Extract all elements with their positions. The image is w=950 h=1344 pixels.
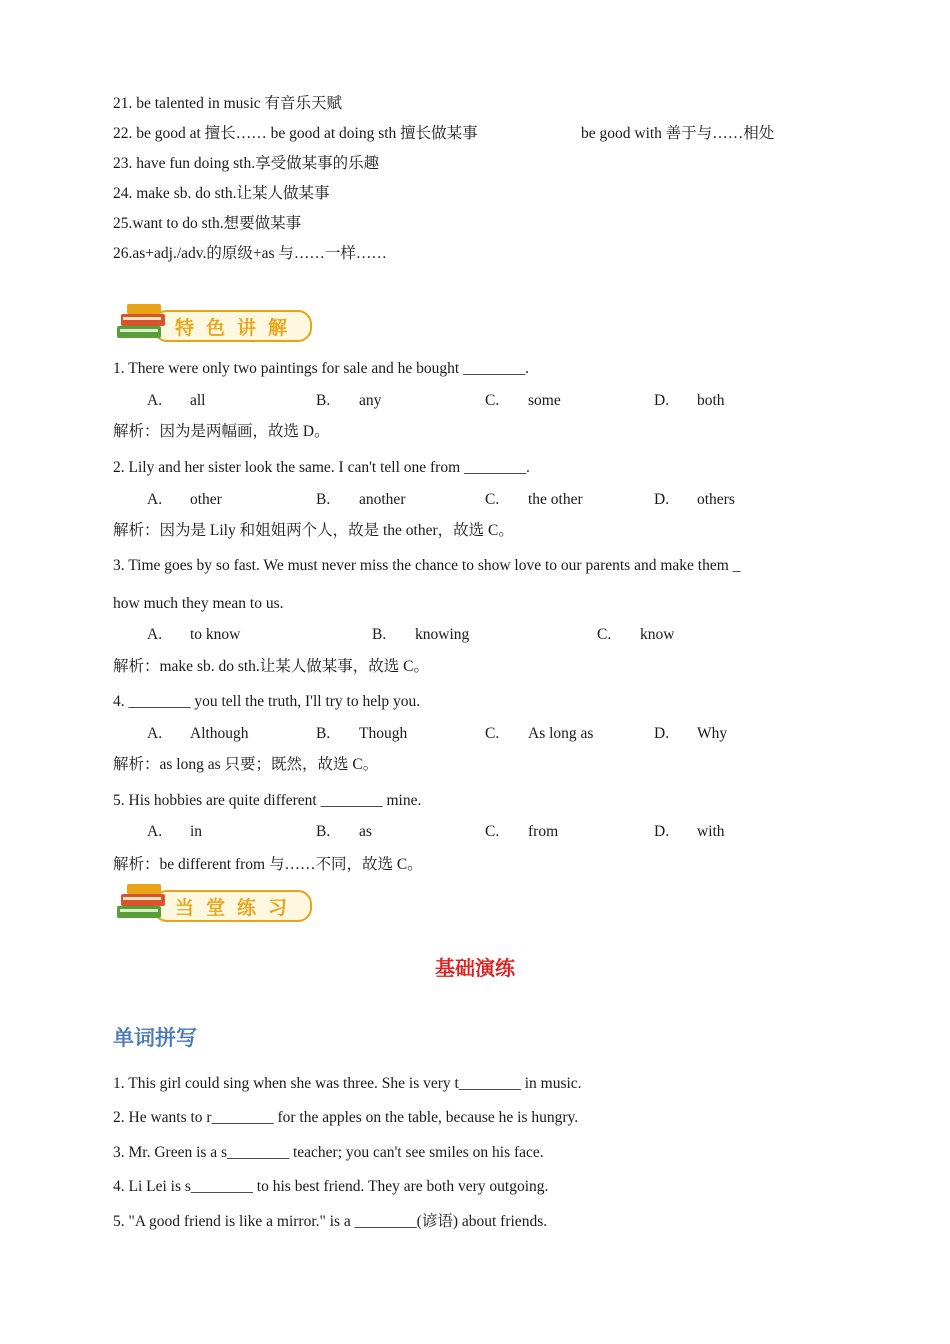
section-heading-basic-practice: 基础演练 <box>435 956 515 980</box>
q3-option-a: to know <box>190 626 241 643</box>
q3-option-b: knowing <box>415 626 470 643</box>
q5-analysis: 解析：be different from 与……不同，故选 C。 <box>113 856 423 873</box>
q4-option-c: As long as <box>528 725 594 742</box>
q5-stem: 5. His hobbies are quite different ________ mine. <box>113 792 422 809</box>
q2-option-c-letter: C. <box>485 491 500 508</box>
banner-title: 当堂练习 <box>175 897 300 919</box>
q2-option-a: other <box>190 491 222 508</box>
q4-option-a-letter: A. <box>147 725 163 742</box>
q2-analysis: 解析：因为是 Lily 和姐姐两个人，故是 the other，故选 C。 <box>113 522 514 539</box>
q3-option-b-letter: B. <box>372 626 387 643</box>
q1-option-d-letter: D. <box>654 392 670 409</box>
q1-option-c-letter: C. <box>485 392 500 409</box>
q5-option-c: from <box>528 823 559 840</box>
q5-option-b: as <box>359 823 372 840</box>
q5-option-d-letter: D. <box>654 823 670 840</box>
phrase-23: 23. have fun doing sth.享受做某事的乐趣 <box>113 155 380 172</box>
q5-option-c-letter: C. <box>485 823 500 840</box>
q4-analysis: 解析：as long as 只要；既然，故选 C。 <box>113 756 379 773</box>
q4-option-b-letter: B. <box>316 725 331 742</box>
q3-option-c: know <box>640 626 675 643</box>
q2-option-d: others <box>697 491 735 508</box>
phrase-22-extra: be good with 善于与……相处 <box>581 125 775 142</box>
banner-class-practice <box>113 880 313 926</box>
spelling-item-2: 2. He wants to r________ for the apples on the table, because he is hungry. <box>113 1109 579 1126</box>
spelling-item-3: 3. Mr. Green is a s________ teacher; you can't see smiles on his face. <box>113 1144 544 1161</box>
q4-option-d-letter: D. <box>654 725 670 742</box>
q4-option-b: Though <box>359 725 408 742</box>
q1-analysis: 解析：因为是两幅画，故选 D。 <box>113 423 330 440</box>
books-icon <box>113 300 173 346</box>
books-icon <box>113 880 173 926</box>
q1-stem: 1. There were only two paintings for sale and he bought ________. <box>113 360 529 377</box>
q1-option-a: all <box>190 392 206 409</box>
q2-option-b: another <box>359 491 406 508</box>
q2-stem: 2. Lily and her sister look the same. I can't tell one from ________. <box>113 459 530 476</box>
q4-option-c-letter: C. <box>485 725 500 742</box>
q5-option-a-letter: A. <box>147 823 163 840</box>
banner-feature-explanation <box>113 300 313 346</box>
spelling-item-4: 4. Li Lei is s________ to his best friend. They are both very outgoing. <box>113 1178 549 1195</box>
q4-option-a: Although <box>190 725 249 742</box>
banner-title: 特色讲解 <box>175 317 300 339</box>
q2-option-b-letter: B. <box>316 491 331 508</box>
phrase-21: 21. be talented in music 有音乐天赋 <box>113 95 343 112</box>
q5-option-b-letter: B. <box>316 823 331 840</box>
q1-option-b-letter: B. <box>316 392 331 409</box>
q2-option-d-letter: D. <box>654 491 670 508</box>
q3-stem: 3. Time goes by so fast. We must never miss the chance to show love to our parents and make them _ <box>113 557 741 574</box>
phrase-26: 26.as+adj./adv.的原级+as 与……一样…… <box>113 245 387 262</box>
q1-option-c: some <box>528 392 561 409</box>
q3-option-a-letter: A. <box>147 626 163 643</box>
q2-option-a-letter: A. <box>147 491 163 508</box>
q4-option-d: Why <box>697 725 728 742</box>
q3-analysis: 解析：make sb. do sth.让某人做某事，故选 C。 <box>113 658 430 675</box>
q2-option-c: the other <box>528 491 583 508</box>
spelling-item-5: 5. "A good friend is like a mirror." is a ________(谚语) about friends. <box>113 1213 548 1230</box>
q4-stem: 4. ________ you tell the truth, I'll try to help you. <box>113 693 421 710</box>
q5-option-d: with <box>697 823 725 840</box>
q3-stem-continued: how much they mean to us. <box>113 595 284 612</box>
q1-option-d: both <box>697 392 725 409</box>
phrase-22: 22. be good at 擅长…… be good at doing sth 擅长做某事 <box>113 125 478 142</box>
section-heading-spelling: 单词拼写 <box>113 1026 197 1050</box>
q1-option-b: any <box>359 392 382 409</box>
spelling-item-1: 1. This girl could sing when she was three. She is very t________ in music. <box>113 1075 582 1092</box>
q5-option-a: in <box>190 823 203 840</box>
phrase-25: 25.want to do sth.想要做某事 <box>113 215 302 232</box>
phrase-24: 24. make sb. do sth.让某人做某事 <box>113 185 330 202</box>
q3-option-c-letter: C. <box>597 626 612 643</box>
q1-option-a-letter: A. <box>147 392 163 409</box>
